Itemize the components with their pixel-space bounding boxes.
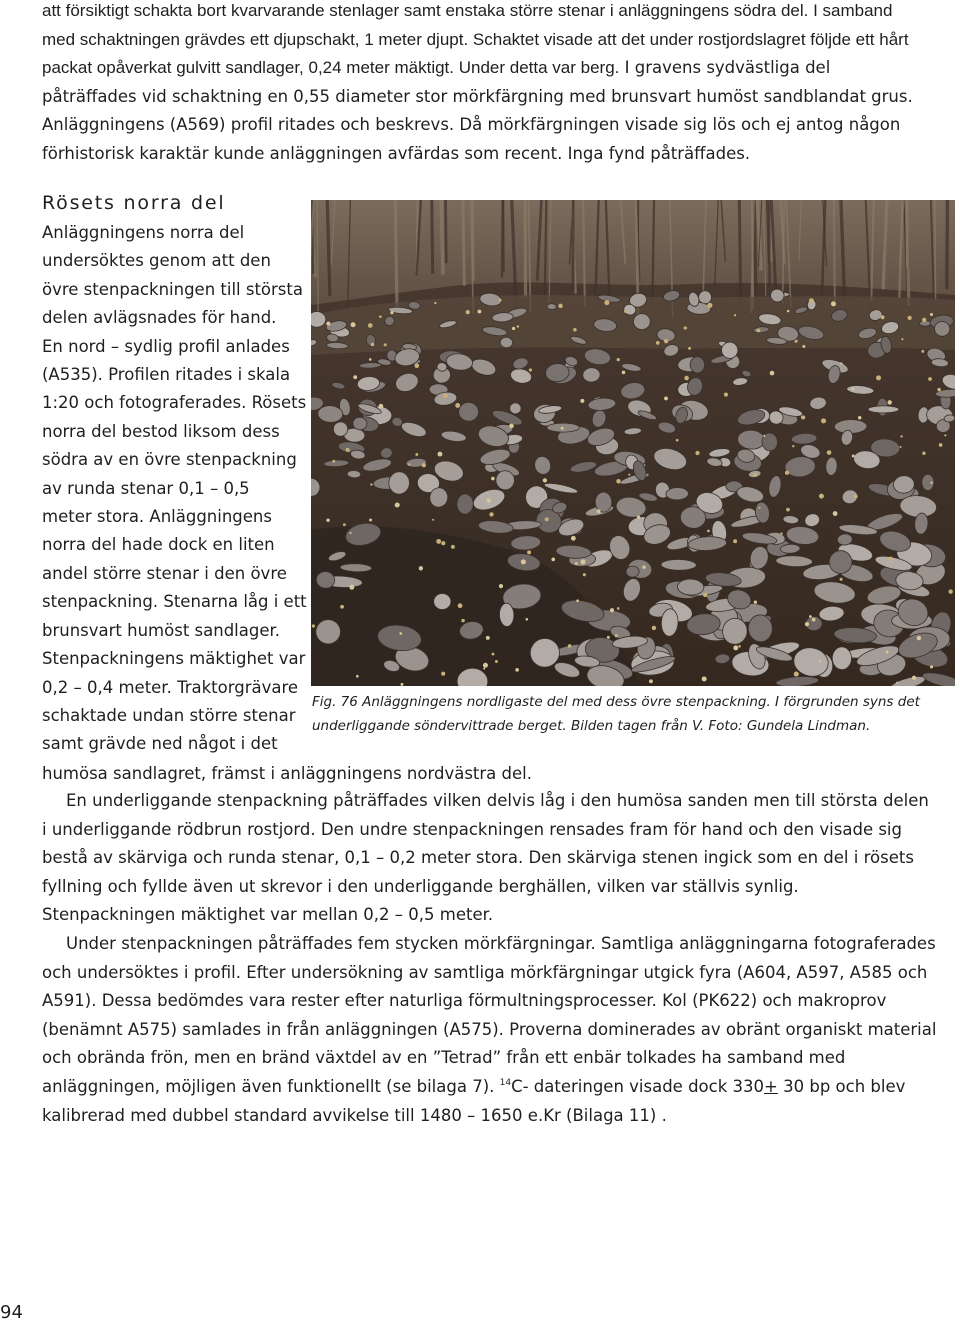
superscript-14: 14 [499,1077,512,1088]
intro-paragraph-sans-part: att försiktigt schakta bort kvarvarande stenlager samt enstaka större stenar i anläggningens södra del. I samband med schaktningen grävdes ett djupschakt, 1 meter djupt. Schaktet visade att det under rostjordslagret följde ett hårt packat opåverkat gulvitt sandlager, 0,24 meter mäktigt. Under detta var berg. [42,1,909,78]
excavation-photo [311,200,955,686]
body-paragraph-2: En underliggande stenpackning påträffades vilken delvis låg i den humösa sanden men till största delen i underliggande rödbrun rostjord. Den undre stenpackningen rensades fram för hand och den visade sig bestå av skärviga och runda stenar, 0,1 – 0,2 meter stora. Den skärviga stenen ingick som en del i rösets fyllning och fyllde även ut skrevor i den underliggande berghällen, vilken var ställvis synlig. Stenpackningen mäktighet var mellan 0,2 – 0,5 meter. [42,791,929,925]
column-line: samt grävde ned något i det [42,734,278,754]
stone-packing-image [311,200,955,686]
intro-paragraph [42,0,922,169]
section-heading: Rösets norra del [42,192,226,214]
intro-paragraph-rest: I gravens sydvästliga del påträffades vid schaktning en 0,55 diameter stor mörkfärgning med brunsvart humöst sandblandat grus. Anläggningens (A569) profil ritades och beskrevs. Då mörkfärgningen visade sig lös och ej antog någon förhistorisk karaktär kunde anläggningen avfärdas som recent. Inga fynd påträffades. [42,58,913,163]
column-line: undersöktes genom att den [42,251,271,271]
column-line: Anläggningens norra del [42,223,245,242]
column-line: brunsvart humöst sandlager. [42,620,281,640]
para3-dating: C- dateringen visade dock 330 [511,1076,765,1096]
column-line: Stenpackningens mäktighet var [42,649,306,669]
column-line: av runda stenar 0,1 – 0,5 [42,478,250,498]
column-line: meter stora. Anläggningens [42,507,272,527]
column-line: 0,2 – 0,4 meter. Traktorgrävare [42,677,299,697]
column-line: 1:20 och fotograferades. Rösets [42,393,307,413]
plus-minus-sign: + [764,1076,778,1096]
column-line: (A535). Profilen ritades i skala [42,365,291,385]
column-continuation: humösa sandlagret, främst i anläggningens nordvästra del. [42,764,532,783]
page-number: 94 [0,1302,23,1323]
column-line: södra av en övre stenpackning [42,450,297,470]
column-line: delen avlägsnades för hand. [42,308,277,328]
column-line: norra del bestod liksom dess [42,421,280,441]
column-line: övre stenpackningen till största [42,279,303,299]
column-line: En nord – sydlig profil anlades [42,336,290,356]
figure-caption: Fig. 76 Anläggningens nordligaste del med dess övre stenpackning. I förgrunden syns det underliggande söndervittrade berget. Bilden tagen från V. Foto: Gundela Lindman. [312,694,920,734]
column-text [42,219,307,759]
column-line: andel större stenar i den övre [42,563,287,583]
column-line: schaktade undan större stenar [42,705,296,725]
para3-text: Under stenpackningen påträffades fem stycken mörkfärgningar. Samtliga anläggningarna fotograferades och undersöktes i profil. Efter undersökning av samtliga mörkfärgningar utgick fyra (A604, A597, A585 och A591). Dessa bedömdes vara rester efter naturliga förmultningsprocesser. Kol (PK622) och makroprov (benämnt A575) samlades in från anläggningen (A575). Proverna dominerades av obränt organiskt material och obrända frön, men en bränd växtdel av en ”Tetrad” från ett enbär tolkades ha samband med anläggningen, möjligen även funktionellt (se bilaga 7). [42,934,937,1096]
para3-end: 30 bp och blev kalibrerad med dubbel standard avvikelse till 1480 – 1650 e.Kr (Bilaga 11) . [42,1076,906,1125]
column-line: norra del hade dock en liten [42,535,275,555]
body-paragraph-3 [42,930,937,1130]
column-line: stenpackning. Stenarna låg i ett [42,592,307,612]
